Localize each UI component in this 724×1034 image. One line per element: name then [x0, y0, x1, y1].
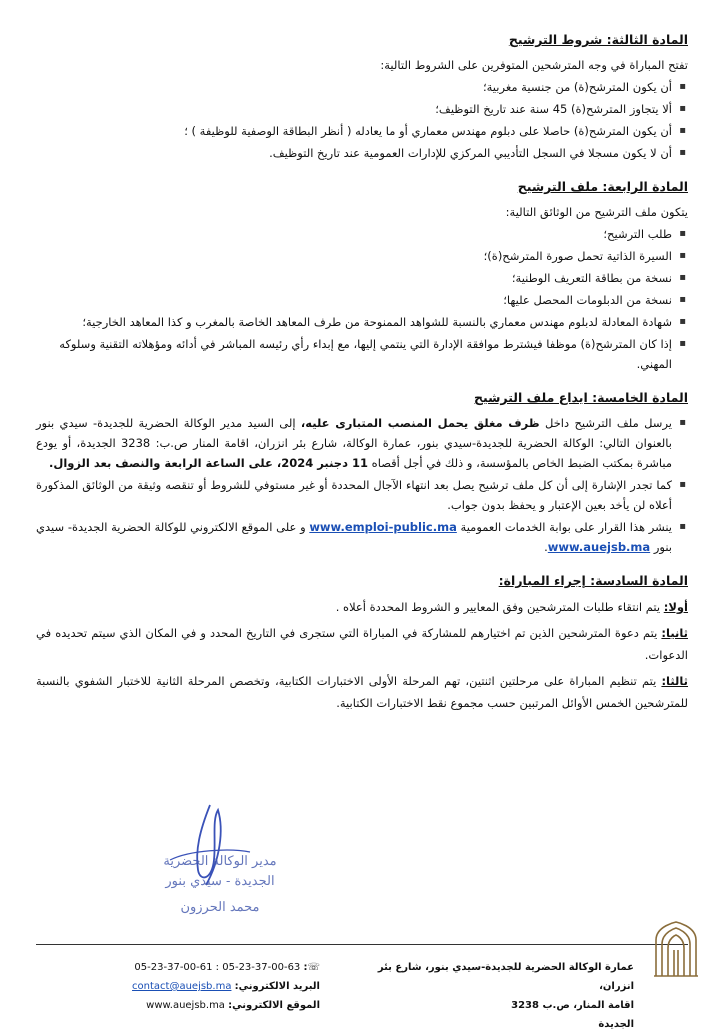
publication-text-b: و على الموقع الالكتروني للوكالة الحضرية الجديدة- سيدي بنور — [36, 520, 672, 554]
email-row — [120, 977, 320, 996]
website-label: الموقع الالكتروني: — [228, 1000, 320, 1011]
article-3-heading: المادة الثالثة: شروط الترشيح — [508, 32, 688, 47]
agency-logo-icon — [652, 918, 700, 980]
phone-icon: ☏: — [303, 962, 320, 973]
phone-number: 05-23-37-00-61 — [134, 962, 213, 973]
article-4-section — [36, 177, 688, 374]
publication-paragraph — [36, 517, 688, 557]
article-5-heading: المادة الخامسة: ايداع ملف الترشيح — [474, 390, 688, 405]
stamp-line: مدير الوكالة الحضرية — [163, 854, 277, 869]
step-second-label: ثانيا: — [661, 626, 688, 640]
auejsb-link[interactable]: www.auejsb.ma — [547, 540, 651, 554]
deadline-date: 11 دجنبر 2024، على الساعة الرابعة والنصف بعد الزوال. — [48, 456, 369, 470]
article-6-heading: المادة السادسة: إجراء المباراة: — [498, 573, 688, 588]
article-4-heading: المادة الرابعة: ملف الترشيح — [517, 179, 688, 194]
footer-address — [374, 958, 634, 1034]
fax-number: 05-23-37-00-63 — [222, 962, 301, 973]
address-line: الجديدة — [598, 1019, 634, 1030]
list-item: ▪ أن يكون المترشح(ة) من جنسية مغربية؛ — [36, 77, 688, 97]
list-item: ▪ نسخة من بطاقة التعريف الوطنية؛ — [36, 268, 688, 288]
article-5-list — [36, 413, 688, 557]
list-item: ▪ نسخة من الدبلومات المحصل عليها؛ — [36, 290, 688, 310]
footer-contact — [120, 958, 320, 1015]
step-third-label: ثالثا: — [661, 674, 689, 688]
article-6-section — [36, 571, 688, 714]
document-page — [36, 30, 688, 728]
list-item: ▪ شهادة المعادلة لدبلوم مهندس معماري بالنسبة للشواهد الممنوحة من طرف المعاهد الخاصة بالمغرب و كذا المعاهد الخارجية؛ — [36, 312, 688, 332]
submission-text-b: إلى السيد مدير الوكالة الحضرية للجديدة- سيدي بنور بالعنوان التالي: الوكالة الحضرية للجديدة-سيدي بنور، عمارة الوكالة، شارع بئر انزران، اقامة المنار ص.ب: 3238 الجديدة، أو يودع مباشرة بمكتب الضبط الخاص بالمؤسسة، و ذلك في أجل أقصاه — [36, 416, 672, 470]
list-item: ▪ أن لا يكون مسجلا في السجل التأديبي المركزي للإدارات العمومية عند تاريخ التوظيف. — [36, 143, 688, 163]
step-first-text: يتم انتقاء طلبات المترشحين وفق المعايير و الشروط المحددة أعلاه . — [335, 600, 661, 614]
step-third-text: يتم تنظيم المباراة على مرحلتين اثنتين، تهم المرحلة الأولى الاختبارات الكتابية، وتخصص المرحلة الثانية للاختبار الشفوي بالنسبة للمترشحين الخمس الأوائل المرتبين حسب مجموع نقط الاختبارات الكتابية. — [36, 674, 688, 710]
step-first-label: أولا: — [663, 600, 688, 614]
publication-text-a: ينشر هذا القرار على بوابة الخدمات العمومية — [460, 520, 673, 534]
address-line: عمارة الوكالة الحضرية للجديدة-سيدي بنور، شارع بئر انزران، — [377, 962, 634, 992]
article-5-section — [36, 388, 688, 557]
address-line: اقامة المنار، ص.ب 3238 — [511, 1000, 634, 1011]
envelope-requirement: ظرف مغلق يحمل المنصب المتبارى عليه، — [300, 416, 540, 430]
article-4-intro: يتكون ملف الترشيح من الوثائق التالية: — [505, 205, 688, 219]
list-item: ▪ السيرة الذاتية تحمل صورة المترشح(ة)؛ — [36, 246, 688, 266]
late-file-paragraph: ▪ كما تجدر الإشارة إلى أن كل ملف ترشيح يصل بعد انتهاء الآجال المحددة أو غير مستوفي للشروط أو تنقصه وثيقة من الوثائق المذكورة أعلاه لن يأخد بعين الإعتبار و يحفظ بدون جواب. — [36, 475, 688, 515]
article-3-list — [36, 77, 688, 163]
official-stamp — [110, 852, 330, 922]
submission-paragraph — [36, 413, 688, 473]
step-second-text: يتم دعوة المترشحين الذين تم اختيارهم للمشاركة في المباراة التي ستجرى في التاريخ المحدد و في المكان الذي سيتم تحديده في الدعوات. — [36, 626, 688, 662]
emploi-public-link[interactable]: www.emploi-public.ma — [309, 520, 457, 534]
stamp-line: الجديدة - سيدي بنور — [165, 874, 275, 889]
phone-row: ☏: 05-23-37-00-61 : 05-23-37-00-63 — [134, 962, 320, 973]
article-3-section — [36, 30, 688, 163]
step-second — [36, 622, 688, 666]
email-link[interactable]: contact@auejsb.ma — [132, 981, 232, 992]
article-3-intro: تفتح المباراة في وجه المترشحين المتوفرين على الشروط التالية: — [380, 58, 688, 72]
article-4-list — [36, 224, 688, 374]
email-label: البريد الالكتروني: — [234, 981, 320, 992]
list-item: ▪ طلب الترشيح؛ — [36, 224, 688, 244]
submission-text-a: يرسل ملف الترشيح داخل — [544, 416, 672, 430]
step-third — [36, 670, 688, 714]
list-item: ▪ ألا يتجاوز المترشح(ة) 45 سنة عند تاريخ التوظيف؛ — [36, 99, 688, 119]
stamp-line: محمد الحرزون — [180, 900, 260, 915]
publication-end: . — [544, 540, 548, 554]
footer-divider — [36, 944, 688, 945]
website-row — [120, 996, 320, 1015]
website-text[interactable]: www.auejsb.ma — [146, 1000, 225, 1011]
step-first — [36, 596, 688, 618]
list-item: ▪ أن يكون المترشح(ة) حاصلا على دبلوم مهندس معماري أو ما يعادله ( أنظر البطاقة الوصفية للوظيفة ) ؛ — [36, 121, 688, 141]
list-item: ▪ إذا كان المترشح(ة) موظفا فيشترط موافقة الإدارة التي ينتمي إليها، مع إبداء رأي رئيسه المباشر في أدائه ومؤهلاته التقنية وسلوكه المهني. — [36, 334, 688, 374]
